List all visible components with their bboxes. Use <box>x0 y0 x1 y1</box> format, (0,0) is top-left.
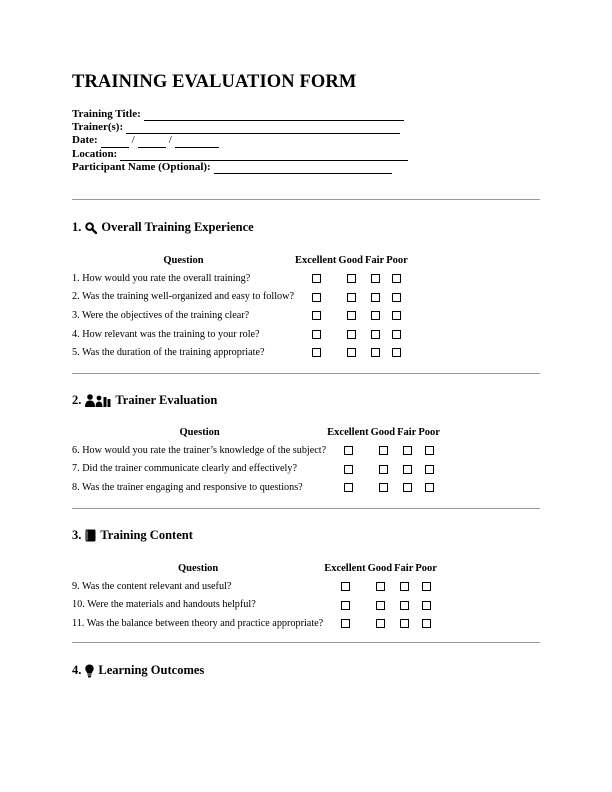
good-checkbox[interactable] <box>347 348 356 357</box>
date-year-line[interactable] <box>175 137 219 148</box>
good-checkbox[interactable] <box>347 293 356 302</box>
section-4-title: Learning Outcomes <box>98 663 205 677</box>
poor-checkbox[interactable] <box>392 330 401 339</box>
fair-checkbox[interactable] <box>371 274 380 283</box>
poor-checkbox[interactable] <box>422 619 431 628</box>
good-checkbox[interactable] <box>376 582 385 591</box>
date-field[interactable] <box>72 134 408 147</box>
poor-checkbox[interactable] <box>392 293 401 302</box>
form-fields <box>72 108 408 174</box>
question-text: 11. Was the balance between theory and practice appropriate? <box>72 617 324 629</box>
magnifier-icon <box>85 222 97 234</box>
good-checkbox[interactable] <box>376 601 385 610</box>
training-title-label: Training Title: <box>72 107 141 120</box>
section-1-heading <box>72 220 254 235</box>
question-text: 4. How relevant was the training to your role? <box>72 328 260 340</box>
poor-checkbox[interactable] <box>392 274 401 283</box>
poor-checkbox[interactable] <box>392 311 401 320</box>
people-icon <box>85 394 111 407</box>
section-3-table <box>72 561 437 633</box>
fair-checkbox[interactable] <box>400 601 409 610</box>
section-3-title: Training Content <box>100 528 193 542</box>
section-2-table <box>72 425 440 497</box>
good-checkbox[interactable] <box>347 311 356 320</box>
excellent-checkbox[interactable] <box>341 601 350 610</box>
table-row <box>72 343 408 362</box>
question-text: 1. How would you rate the overall training? <box>72 272 251 284</box>
participant-field[interactable] <box>72 161 408 174</box>
section-1-table <box>72 253 408 362</box>
table-row <box>72 577 437 596</box>
fair-checkbox[interactable] <box>403 465 412 474</box>
column-poor: Poor <box>386 254 408 266</box>
good-checkbox[interactable] <box>347 330 356 339</box>
excellent-checkbox[interactable] <box>312 330 321 339</box>
fair-checkbox[interactable] <box>371 311 380 320</box>
table-row <box>72 596 437 615</box>
date-separator: / <box>131 134 135 147</box>
excellent-checkbox[interactable] <box>341 582 350 591</box>
trainers-line[interactable] <box>126 123 400 134</box>
trainers-label: Trainer(s): <box>72 121 124 134</box>
excellent-checkbox[interactable] <box>312 293 321 302</box>
fair-checkbox[interactable] <box>371 348 380 357</box>
divider <box>72 199 540 200</box>
excellent-checkbox[interactable] <box>312 311 321 320</box>
good-checkbox[interactable] <box>379 483 388 492</box>
excellent-checkbox[interactable] <box>344 465 353 474</box>
question-text: 5. Was the duration of the training appropriate? <box>72 347 265 359</box>
section-2-heading <box>72 393 217 408</box>
date-day-line[interactable] <box>138 137 166 148</box>
fair-checkbox[interactable] <box>403 446 412 455</box>
column-poor: Poor <box>415 562 437 574</box>
date-label: Date: <box>72 134 98 147</box>
question-text: 10. Were the materials and handouts helpful? <box>72 599 256 611</box>
good-checkbox[interactable] <box>376 619 385 628</box>
section-1-number: 1. <box>72 220 82 234</box>
table-row <box>72 306 408 325</box>
column-poor: Poor <box>418 426 440 438</box>
lightbulb-icon <box>85 664 94 678</box>
column-question: Question <box>179 426 220 438</box>
question-text: 6. How would you rate the trainer’s knowledge of the subject? <box>72 444 327 456</box>
excellent-checkbox[interactable] <box>312 348 321 357</box>
question-text: 2. Was the training well-organized and easy to follow? <box>72 291 295 303</box>
good-checkbox[interactable] <box>379 446 388 455</box>
table-row <box>72 269 408 288</box>
poor-checkbox[interactable] <box>425 446 434 455</box>
column-question: Question <box>177 562 219 574</box>
location-field[interactable] <box>72 148 408 161</box>
table-row <box>72 288 408 307</box>
poor-checkbox[interactable] <box>392 348 401 357</box>
date-month-line[interactable] <box>101 137 129 148</box>
divider <box>72 642 540 643</box>
column-excellent: Excellent <box>327 426 369 438</box>
question-text: 8. Was the trainer engaging and responsive to questions? <box>72 481 303 493</box>
section-3-heading <box>72 528 193 543</box>
location-line[interactable] <box>120 150 408 161</box>
column-good: Good <box>338 254 363 266</box>
column-fair: Fair <box>364 254 385 266</box>
section-4-number: 4. <box>72 663 82 677</box>
question-text: 9. Was the content relevant and useful? <box>72 580 232 592</box>
book-icon <box>85 529 96 542</box>
section-1-title: Overall Training Experience <box>101 220 254 234</box>
training-title-line[interactable] <box>144 110 404 121</box>
good-checkbox[interactable] <box>347 274 356 283</box>
table-header-row <box>72 561 437 577</box>
table-header-row <box>72 425 440 441</box>
poor-checkbox[interactable] <box>425 483 434 492</box>
fair-checkbox[interactable] <box>400 619 409 628</box>
excellent-checkbox[interactable] <box>341 619 350 628</box>
form-title: TRAINING EVALUATION FORM <box>72 72 357 92</box>
excellent-checkbox[interactable] <box>344 446 353 455</box>
excellent-checkbox[interactable] <box>344 483 353 492</box>
poor-checkbox[interactable] <box>422 601 431 610</box>
participant-line[interactable] <box>214 163 392 174</box>
table-header-row <box>72 253 408 269</box>
table-row <box>72 325 408 344</box>
question-text: 7. Did the trainer communicate clearly and effectively? <box>72 463 297 475</box>
poor-checkbox[interactable] <box>422 582 431 591</box>
table-row <box>72 478 440 497</box>
fair-checkbox[interactable] <box>403 483 412 492</box>
divider <box>72 373 540 374</box>
column-excellent: Excellent <box>295 254 337 266</box>
fair-checkbox[interactable] <box>371 293 380 302</box>
question-text: 3. Were the objectives of the training clear? <box>72 309 250 321</box>
poor-checkbox[interactable] <box>425 465 434 474</box>
column-excellent: Excellent <box>324 562 366 574</box>
divider <box>72 508 540 509</box>
table-row <box>72 614 437 633</box>
section-2-title: Trainer Evaluation <box>115 393 218 407</box>
training-title-field[interactable] <box>72 108 408 121</box>
excellent-checkbox[interactable] <box>312 274 321 283</box>
trainers-field[interactable] <box>72 121 408 134</box>
section-4-heading <box>72 663 204 678</box>
section-2-number: 2. <box>72 393 82 407</box>
column-fair: Fair <box>394 562 414 574</box>
location-label: Location: <box>72 147 118 160</box>
column-good: Good <box>367 562 393 574</box>
section-3-number: 3. <box>72 528 82 542</box>
table-row <box>72 460 440 479</box>
fair-checkbox[interactable] <box>400 582 409 591</box>
fair-checkbox[interactable] <box>371 330 380 339</box>
column-question: Question <box>163 254 204 266</box>
column-good: Good <box>370 426 396 438</box>
table-row <box>72 441 440 460</box>
date-separator: / <box>168 134 172 147</box>
participant-label: Participant Name (Optional): <box>72 160 211 173</box>
column-fair: Fair <box>397 426 417 438</box>
good-checkbox[interactable] <box>379 465 388 474</box>
